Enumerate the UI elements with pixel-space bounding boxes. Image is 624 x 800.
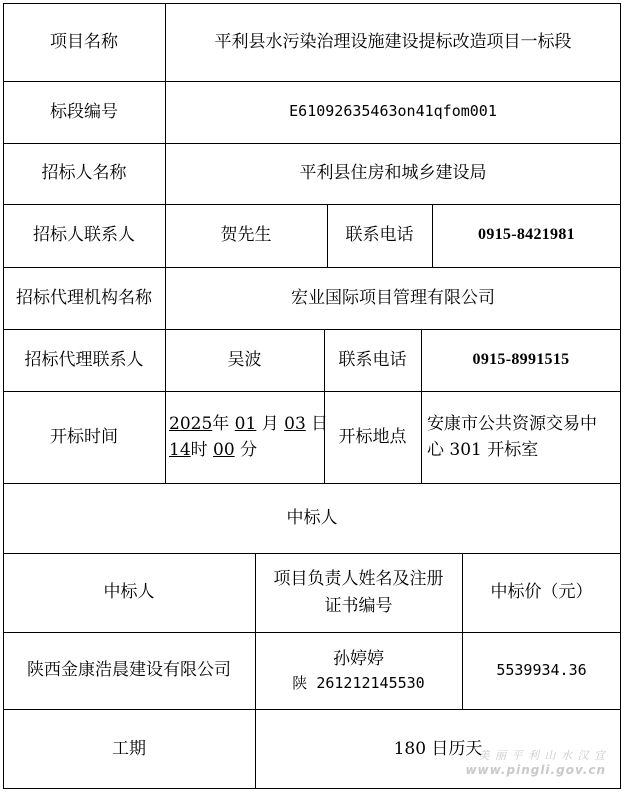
section-number-value: E61092635463on41qfom001 <box>289 102 497 121</box>
manager-name: 孙婷婷 <box>333 648 384 669</box>
agency-phone-value: 0915-8991515 <box>472 350 570 368</box>
project-name-value: 平利县水污染治理设施建设提标改造项目一标段 <box>214 31 572 52</box>
tenderer-contact-label: 招标人联系人 <box>33 225 135 246</box>
tenderer-phone-label: 联系电话 <box>345 225 414 246</box>
agency-phone-label: 联系电话 <box>338 349 407 370</box>
month-unit: 月 <box>261 413 279 434</box>
opening-place-value <box>421 391 621 483</box>
opening-month: 01 <box>234 413 257 434</box>
manager-info <box>255 632 462 709</box>
winner-name: 陕西金康浩晨建设有限公司 <box>27 660 231 681</box>
year-unit: 年 <box>212 413 230 434</box>
price-header: 中标价（元） <box>490 582 593 603</box>
period-label: 工期 <box>112 738 146 759</box>
tenderer-value: 平利县住房和城乡建设局 <box>299 163 487 184</box>
opening-year: 2025 <box>169 413 213 434</box>
tenderer-label: 招标人名称 <box>41 163 127 184</box>
watermark-url: www.pingli.gov.cn <box>465 763 606 777</box>
project-name-label: 项目名称 <box>50 31 118 52</box>
agency-contact-value: 吴波 <box>227 349 262 370</box>
winner-header: 中标人 <box>103 582 155 603</box>
day-unit: 日 <box>311 413 329 434</box>
section-number-label: 标段编号 <box>50 101 118 122</box>
opening-place-line1: 安康市公共资源交易中 <box>427 413 597 434</box>
opening-place-line2: 心 301 开标室 <box>427 440 539 460</box>
winning-price: 5539934.36 <box>496 660 587 679</box>
manager-header-line1: 项目负责人姓名及注册 <box>273 569 444 590</box>
period-value: 180 日历天 <box>393 738 483 759</box>
hour-unit: 时 <box>190 440 208 460</box>
minute-unit: 分 <box>240 440 258 460</box>
tenderer-phone-value: 0915-8421981 <box>478 226 575 244</box>
opening-time-label: 开标时间 <box>50 426 118 447</box>
manager-cert: 陕 261212145530 <box>292 674 425 693</box>
agency-label: 招标代理机构名称 <box>16 287 152 308</box>
opening-time-value <box>165 391 329 483</box>
opening-day: 03 <box>284 413 306 434</box>
manager-header <box>255 553 462 632</box>
opening-date-line <box>169 411 328 437</box>
agency-contact-label: 招标代理联系人 <box>24 349 144 370</box>
manager-header-line2: 证书编号 <box>324 595 393 616</box>
opening-hour: 14 <box>169 440 191 460</box>
agency-value: 宏业国际项目管理有限公司 <box>291 287 495 308</box>
site-watermark <box>465 749 606 778</box>
opening-time-line <box>169 437 257 463</box>
winner-section-title: 中标人 <box>286 507 338 528</box>
opening-minute: 00 <box>213 440 235 460</box>
tenderer-contact-value: 贺先生 <box>220 225 272 246</box>
watermark-slogan: 美 丽 平 利 山 水 汉 宜 <box>478 749 606 763</box>
opening-place-label: 开标地点 <box>338 426 407 447</box>
